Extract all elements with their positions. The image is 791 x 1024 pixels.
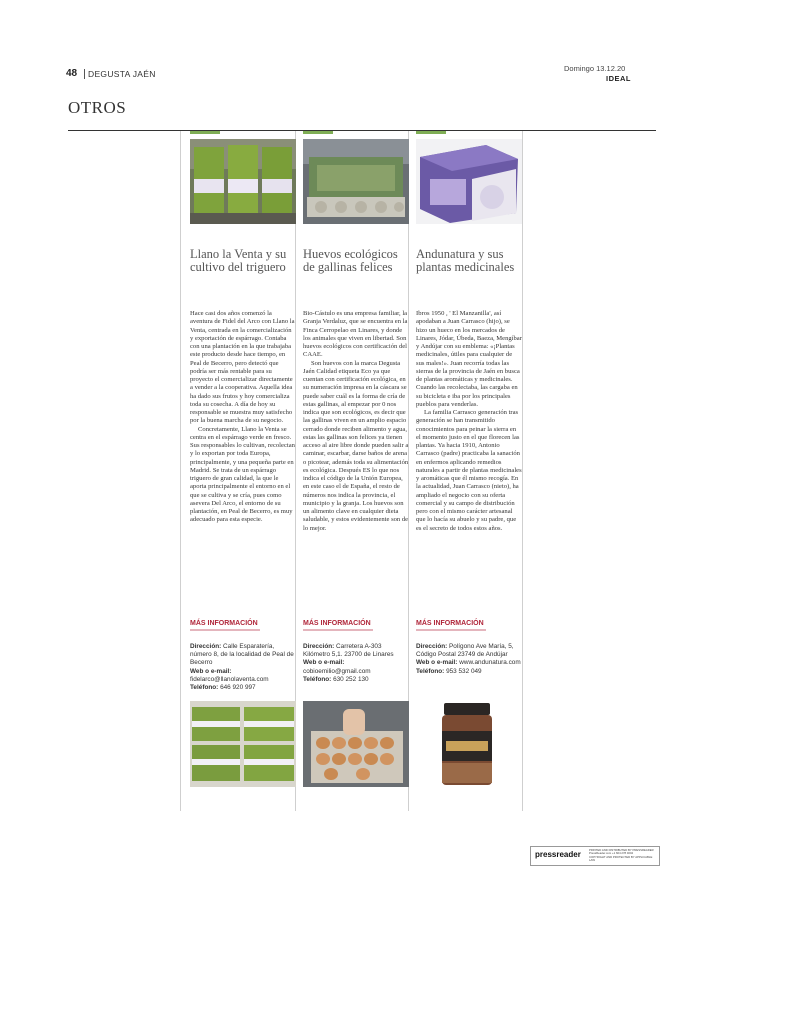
more-info-underline <box>416 629 486 631</box>
article-andunatura <box>416 131 522 787</box>
address-value: Polígono Ave María, 5, Código Postal 23749 de Andújar <box>416 643 514 659</box>
article-paragraph: Son huevos con la marca Degusta Jaén Calidad etiqueta Eco ya que cuentan con certificación ecológica, en su numeración impresa en la cáscara se puede saber cuál es la forma de cría de estas gallinas, al empezar por 0 nos indica que son ecológicos, es decir que las gallinas viven en un amplio espacio cerrado donde reciben alimento y agua, estas las gallinas son felices ya tienen acceso al aire libre donde pueden salir a caminar, escarbar, darse baños de arena o picotear, además toda su alimentación es ecológica. Después ES lo que nos indica el código de la Unión Europea, en este caso el de España, el resto de números nos indica la provincia, el municipio y la granja. Los huevos son un alimento clave en cualquier dieta saludable, y estos evidentemente son de lo mejor. <box>303 359 409 532</box>
contact-info <box>416 643 522 691</box>
web-label: Web o e-mail: <box>416 659 458 667</box>
page-number: 48 <box>66 68 78 79</box>
pressreader-line: PressReader.com +1 604 278 4604 <box>589 851 634 856</box>
spice-jar-photo <box>416 701 522 787</box>
section-accent <box>416 131 446 134</box>
article-paragraph: Ibros 1950 , ' El Manzanilla', así apodaban a Juan Carrasco (hijo), se hizo un hueco en los mercados de Linares, Jódar, Úbeda, Baeza, Mengíbar y Andújar con su emblema: «¡Plantas medicinales, útiles para cualquier de sus males!». Juan recorría todas las sierras de la provincia de Jaén en busca de plantas aromáticas y medicinales. Cuando las recolectaba, las cargaba en su bicicleta e iba por los principales pueblos para venderlas. <box>416 310 522 408</box>
more-info-heading: MÁS INFORMACIÓN <box>416 620 484 627</box>
publication-name: IDEAL <box>606 74 631 83</box>
address-value: Carretera A-303 Kilómetro 5,1. 23700 de Linares <box>303 643 394 659</box>
more-info-heading: MÁS INFORMACIÓN <box>190 620 258 627</box>
eggs-tray-photo <box>303 701 409 787</box>
product-box-photo <box>416 139 522 224</box>
article-headline: Huevos ecológicos de gallinas felices <box>303 247 398 274</box>
article-paragraph: La familia Carrasco generación tras generación se han transmitido conocimientos para peinar la sierra en el momento justo en el que florecen las plantas. Ya hacia 1910, Antonio Carrasco (padre) practicaba la sanación en enfermos aplicando remedios naturales a partir de plantas medicinales y aromáticas que él mismo recogía. En la actualidad, Juan Carrasco (nieto), ha ampliado el negocio con su oferta comercial y su campo de distribución pero con el mismo carácter artesanal que lo hacía su abuelo y su padre, que es el secreto de todos estos años. <box>416 409 522 532</box>
contact-info <box>190 643 296 691</box>
more-info-underline <box>303 629 373 631</box>
issue-date: Domingo 13.12.20 <box>564 64 626 73</box>
phone-value: 953 532 049 <box>446 667 482 675</box>
phone-value: 630 252 130 <box>333 675 369 683</box>
web-value: fidelarco@llanolaventa.com <box>190 675 269 683</box>
pressreader-line: PRINTED AND DISTRIBUTED BY PRESSREADER <box>589 848 654 852</box>
more-info-heading: MÁS INFORMACIÓN <box>303 620 371 627</box>
section-accent <box>190 131 220 134</box>
more-info-underline <box>190 629 260 631</box>
address-label: Dirección: <box>303 643 335 650</box>
article-body <box>190 310 296 616</box>
pressreader-logo: pressreader <box>535 850 581 859</box>
article-headline: Andunatura y sus plantas medicinales <box>416 247 515 274</box>
phone-label: Teléfono: <box>190 684 219 692</box>
egg-carton-photo <box>303 139 409 224</box>
phone-value: 646 920 997 <box>220 684 256 692</box>
article-headline: Llano la Venta y su cultivo del triguero <box>190 247 287 274</box>
section-title: OTROS <box>68 98 127 117</box>
column-divider <box>522 131 523 811</box>
column-divider <box>180 131 181 811</box>
section-accent <box>303 131 333 134</box>
phone-label: Teléfono: <box>416 667 445 675</box>
article-llano-la-venta <box>190 131 296 787</box>
phone-label: Teléfono: <box>303 675 332 683</box>
article-huevos-ecologicos <box>303 131 409 787</box>
web-value: www.andunatura.com <box>459 659 521 667</box>
web-value: cobioemilio@gmail.com <box>303 667 371 675</box>
address-value: Calle Esparatería, número 8, de la localidad de Peal de Becerro <box>190 643 294 667</box>
pressreader-notice <box>589 849 655 862</box>
web-label: Web o e-mail: <box>190 667 232 675</box>
section-name: DEGUSTA JAÉN <box>84 69 156 79</box>
asparagus-boxes-photo <box>190 701 296 787</box>
article-body <box>303 310 409 616</box>
asparagus-photo <box>190 139 296 224</box>
pressreader-badge <box>530 846 660 866</box>
pressreader-line: COPYRIGHT AND PROTECTED BY APPLICABLE LAW <box>589 854 653 862</box>
address-label: Dirección: <box>416 643 448 650</box>
article-paragraph: Bio-Cástulo es una empresa familiar, la Granja Verdaluz, que se encuentra en la Finca Cerropelao en Linares, y donde los animales que viven en libertad. Son huevos ecológicos con certificación del CAAE. <box>303 310 408 359</box>
address-label: Dirección: <box>190 643 222 650</box>
contact-info <box>303 643 409 691</box>
article-paragraph: Hace casi dos años comenzó la aventura de Fidel del Arco con Llano la Venta, centrada en la comercialización y exportación de espárrago. Contaba con una plantación en la que trabajaba este producto desde hace tiempo, en Peal de Becerro, pero detectó que podría ser más rentable para su proyecto el comercializar directamente a vender a la cooperativa. Aquella idea ha dado sus frutos y hoy comercializa toda su cosecha. A día de hoy su responsable se muestra muy satisfecho por la buena marcha de su negocio. <box>190 310 295 425</box>
article-body <box>416 310 522 616</box>
web-label: Web o e-mail: <box>303 659 345 667</box>
article-paragraph: Concretamente, Llano la Venta se centra en el espárrago verde en fresco. Sus responsables lo cultivan, recolectan y lo exportan por toda Europa, principalmente, y una pequeña parte en Madrid. Se trata de un espárrago triguero de gran calidad, la que le aporta principalmente el entorno en el que se cultiva y se cría, pues como asevera Del Arco, el entorno de su plantación, en Peal de Becerro, es muy adecuado para esta especie. <box>190 425 295 524</box>
